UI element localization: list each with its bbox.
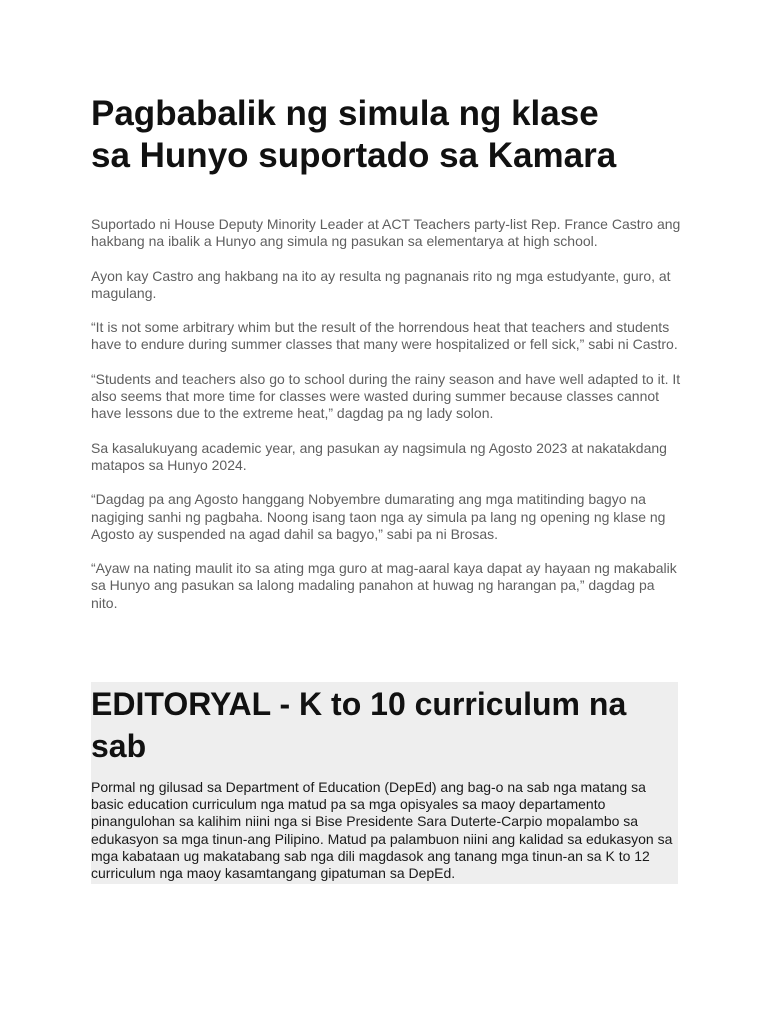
editorial-title <box>91 682 678 767</box>
article-body <box>91 216 681 629</box>
editorial-title-line-1: EDITORYAL - K to 10 curriculum na <box>91 686 627 722</box>
article-title <box>91 93 691 177</box>
article-paragraph: “Students and teachers also go to school during the rainy season and have well adapted to it. It also seems that more time for classes were wasted during summer because classes cannot have lessons due to the extreme heat,” dagdag pa ng lady solon. <box>91 370 681 422</box>
editorial-section <box>91 682 678 884</box>
article-title-line-2: sa Hunyo suportado sa Kamara <box>91 136 617 175</box>
article-title-line-1: Pagbabalik ng simula ng klase <box>91 94 599 133</box>
article-paragraph: Sa kasalukuyang academic year, ang pasukan ay nagsimula ng Agosto 2023 at nakatakdang matapos sa Hunyo 2024. <box>91 439 667 473</box>
article-paragraph: Ayon kay Castro ang hakbang na ito ay resulta ng pagnanais rito ng mga estudyante, guro, at magulang. <box>91 267 671 301</box>
editorial-body: Pormal ng gilusad sa Department of Education (DepEd) ang bag-o na sab nga matang sa basic education curriculum nga matud pa sa mga opisyales sa maoy departamento pinangulohan sa kalihim niini nga si Bise Presidente Sara Duterte-Carpio mopalambo sa edukasyon sa mga tinun-ang Pilipino. Matud pa palambuon niini ang kalidad sa edukasyon sa mga kabataan ug makatabang sab nga dili magdasok ang tanang mga tinun-an sa K to 12 curriculum nga maoy kasamtangang gipatuman sa DepEd. <box>91 779 673 882</box>
article-paragraph: “Dagdag pa ang Agosto hanggang Nobyembre dumarating ang mga matitinding bagyo na nagiging sanhi ng pagbaha. Noong isang taon nga ay simula pa lang ng opening ng klase ng Agosto ay suspended na agad dahil sa bagyo,” sabi pa ni Brosas. <box>91 491 666 542</box>
article-paragraph: “Ayaw na nating maulit ito sa ating mga guro at mag-aaral kaya dapat ay hayaan ng makabalik sa Hunyo ang pasukan sa lalong madaling panahon at huwag ng harangan pa,” dagdag pa nito. <box>91 560 677 611</box>
article-paragraph: Suportado ni House Deputy Minority Leader at ACT Teachers party-list Rep. France Castro ang hakbang na ibalik a Hunyo ang simula ng pasukan sa elementarya at high school. <box>91 216 681 250</box>
article-paragraph: “It is not some arbitrary whim but the result of the horrendous heat that teachers and students have to endure during summer classes that many were hospitalized or fell sick,” sabi ni Castro. <box>91 319 678 353</box>
editorial-title-line-2: sab <box>91 728 147 764</box>
